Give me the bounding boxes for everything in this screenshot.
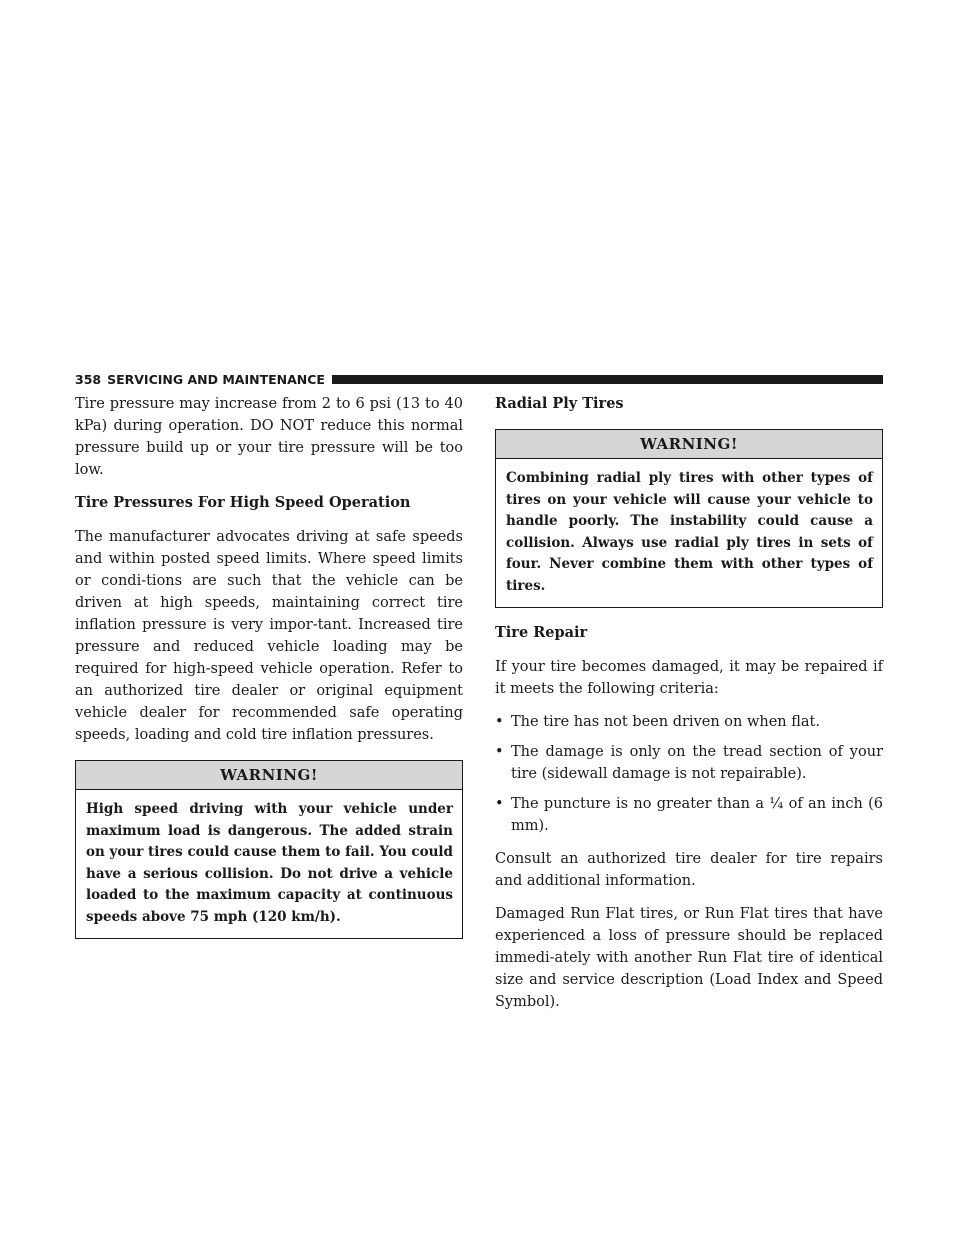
list-item	[495, 711, 883, 733]
bullet-icon: •	[495, 714, 504, 730]
tire-repair-heading: Tire Repair	[495, 624, 588, 641]
consult-dealer-paragraph: Consult an authorized tire dealer for tire repairs and additional information.	[495, 851, 883, 889]
page-number: 358	[75, 371, 102, 387]
repair-criteria-list	[495, 711, 883, 837]
high-speed-heading: Tire Pressures For High Speed Operation	[75, 494, 411, 511]
list-item-text: The damage is only on the tread section of your tire (sidewall damage is not repairable).	[511, 744, 883, 782]
list-item-text: The tire has not been driven on when flat.	[511, 714, 820, 730]
header-rule	[332, 375, 883, 384]
high-speed-warning-box	[75, 760, 463, 939]
left-column	[75, 393, 463, 953]
warning-title: WARNING!	[76, 761, 462, 790]
high-speed-paragraph: The manufacturer advocates driving at safe speeds and within posted speed limits. Where speed limits or condi-tions are such that the vehicle can be driven at high speeds, maintaining correct tire inflation pressure is very impor-tant. Increased tire pressure and reduced vehicle loading may be required for high-speed vehicle operation. Refer to an authorized tire dealer or original equipment vehicle dealer for recommended safe operating speeds, loading and cold tire inflation pressures.	[75, 529, 463, 743]
list-item-text: The puncture is no greater than a ¼ of an inch (6 mm).	[511, 796, 883, 834]
warning-text: High speed driving with your vehicle under maximum load is dangerous. The added strain on your tires could cause them to fail. You could have a serious collision. Do not drive a vehicle loaded to the maximum capacity at continuous speeds above 75 mph (120 km/h).	[86, 801, 453, 925]
warning-title: WARNING!	[496, 430, 882, 459]
list-item	[495, 741, 883, 785]
warning-text: Combining radial ply tires with other types of tires on your vehicle will cause your vehicle to handle poorly. The instability could cause a collision. Always use radial ply tires in sets of four. Never combine them with other types of tires.	[506, 470, 873, 594]
run-flat-paragraph: Damaged Run Flat tires, or Run Flat tires that have experienced a loss of pressure should be replaced immedi-ately with another Run Flat tire of identical size and service description (Load Index and Speed Symbol).	[495, 906, 883, 1010]
page-header	[75, 371, 883, 387]
list-item	[495, 793, 883, 837]
section-title: SERVICING AND MAINTENANCE	[107, 371, 325, 387]
repair-criteria-paragraph: If your tire becomes damaged, it may be repaired if it meets the following criteria:	[495, 659, 883, 697]
bullet-icon: •	[495, 796, 504, 812]
right-column	[495, 393, 883, 1024]
radial-ply-heading: Radial Ply Tires	[495, 395, 624, 412]
pressure-increase-paragraph: Tire pressure may increase from 2 to 6 psi (13 to 40 kPa) during operation. DO NOT reduce this normal pressure build up or your tire pressure will be too low.	[75, 396, 463, 478]
radial-ply-warning-box	[495, 429, 883, 608]
bullet-icon: •	[495, 744, 504, 760]
